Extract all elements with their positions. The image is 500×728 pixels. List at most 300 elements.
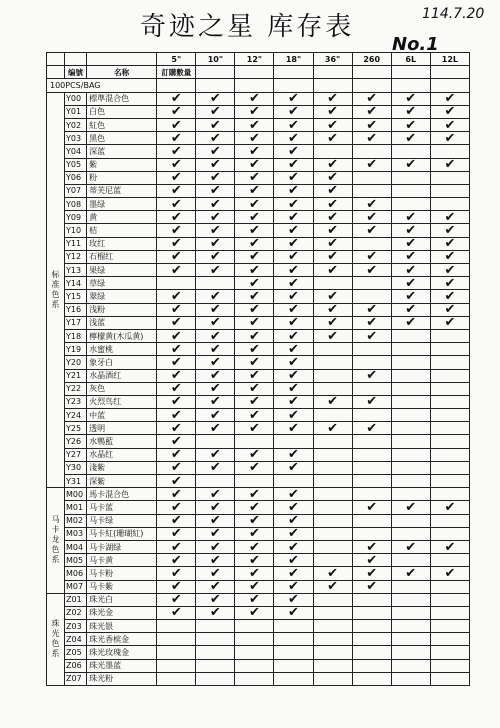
check-mark: ✔ [196, 105, 235, 118]
empty-cell [430, 593, 469, 606]
check-mark: ✔ [274, 171, 313, 184]
blank-cell [352, 79, 391, 92]
item-name: 马卡粉 [87, 567, 157, 580]
inventory-table [46, 52, 470, 686]
check-mark: ✔ [235, 224, 274, 237]
table-row [47, 198, 470, 211]
check-mark: ✔ [157, 448, 196, 461]
check-mark: ✔ [235, 198, 274, 211]
check-mark: ✔ [313, 237, 352, 250]
empty-cell [313, 435, 352, 448]
check-mark: ✔ [157, 514, 196, 527]
empty-cell [157, 620, 196, 633]
empty-cell [274, 435, 313, 448]
check-mark: ✔ [391, 290, 430, 303]
table-row [47, 422, 470, 435]
check-mark: ✔ [196, 409, 235, 422]
empty-cell [352, 461, 391, 474]
check-mark: ✔ [313, 329, 352, 342]
item-name: 珠光墨蓝 [87, 659, 157, 672]
item-code: Y19 [65, 343, 87, 356]
check-mark: ✔ [313, 132, 352, 145]
check-mark: ✔ [196, 171, 235, 184]
blank-cell [391, 66, 430, 79]
check-mark: ✔ [196, 145, 235, 158]
inventory-body [47, 92, 470, 685]
check-mark: ✔ [157, 105, 196, 118]
check-mark: ✔ [157, 501, 196, 514]
empty-cell [391, 514, 430, 527]
item-name: 標準混合色 [87, 92, 157, 105]
check-mark: ✔ [196, 501, 235, 514]
empty-cell [313, 461, 352, 474]
item-name: 石榴红 [87, 250, 157, 263]
size-header-row [47, 53, 470, 66]
check-mark: ✔ [352, 158, 391, 171]
check-mark: ✔ [430, 118, 469, 131]
table-row [47, 277, 470, 290]
check-mark: ✔ [274, 448, 313, 461]
item-name: 马卡绿 [87, 514, 157, 527]
item-code: Y12 [65, 250, 87, 263]
empty-cell [352, 356, 391, 369]
check-mark: ✔ [313, 567, 352, 580]
empty-cell [391, 395, 430, 408]
table-row [47, 290, 470, 303]
empty-cell [313, 277, 352, 290]
table-row [47, 593, 470, 606]
check-mark: ✔ [157, 580, 196, 593]
check-mark: ✔ [391, 211, 430, 224]
empty-cell [352, 448, 391, 461]
item-name: 透明 [87, 422, 157, 435]
item-name: 马卡紅(珊瑚紅) [87, 527, 157, 540]
empty-cell [235, 633, 274, 646]
check-mark: ✔ [157, 475, 196, 488]
check-mark: ✔ [274, 145, 313, 158]
item-name: 马卡黄 [87, 554, 157, 567]
check-mark: ✔ [430, 92, 469, 105]
item-name: 浅粉 [87, 303, 157, 316]
item-name: 水晶酒红 [87, 369, 157, 382]
item-name: 珠光玫瑰金 [87, 646, 157, 659]
check-mark: ✔ [235, 461, 274, 474]
table-row [47, 501, 470, 514]
item-code: Y09 [65, 211, 87, 224]
table-row [47, 145, 470, 158]
empty-cell [313, 409, 352, 422]
blank-cell [274, 66, 313, 79]
check-mark: ✔ [196, 382, 235, 395]
empty-cell [313, 672, 352, 685]
empty-cell [391, 672, 430, 685]
check-mark: ✔ [157, 606, 196, 619]
table-row [47, 606, 470, 619]
check-mark: ✔ [274, 501, 313, 514]
check-mark: ✔ [235, 171, 274, 184]
check-mark: ✔ [313, 316, 352, 329]
check-mark: ✔ [274, 527, 313, 540]
empty-cell [352, 672, 391, 685]
table-row [47, 475, 470, 488]
check-mark: ✔ [235, 145, 274, 158]
table-row [47, 158, 470, 171]
item-code: M06 [65, 567, 87, 580]
empty-cell [391, 606, 430, 619]
empty-cell [313, 501, 352, 514]
empty-cell [196, 277, 235, 290]
empty-cell [235, 672, 274, 685]
item-code: Y16 [65, 303, 87, 316]
empty-cell [430, 475, 469, 488]
check-mark: ✔ [430, 105, 469, 118]
check-mark: ✔ [391, 92, 430, 105]
check-mark: ✔ [196, 488, 235, 501]
color-group-label: 珠光色系 [47, 593, 65, 685]
empty-cell [313, 356, 352, 369]
item-code: Y10 [65, 224, 87, 237]
check-mark: ✔ [430, 264, 469, 277]
check-mark: ✔ [274, 382, 313, 395]
item-name: 黑色 [87, 132, 157, 145]
item-code: M03 [65, 527, 87, 540]
check-mark: ✔ [196, 250, 235, 263]
empty-cell [430, 329, 469, 342]
item-code: Z06 [65, 659, 87, 672]
table-row [47, 659, 470, 672]
name-header: 名称 [87, 66, 157, 79]
table-row [47, 435, 470, 448]
check-mark: ✔ [430, 501, 469, 514]
check-mark: ✔ [430, 567, 469, 580]
empty-cell [391, 184, 430, 197]
table-row [47, 105, 470, 118]
empty-cell [430, 461, 469, 474]
empty-cell [235, 646, 274, 659]
check-mark: ✔ [391, 264, 430, 277]
item-code: M07 [65, 580, 87, 593]
item-code: Y00 [65, 92, 87, 105]
check-mark: ✔ [235, 329, 274, 342]
table-row [47, 488, 470, 501]
empty-cell [430, 198, 469, 211]
size-header-5: 5" [157, 53, 196, 66]
empty-cell [313, 343, 352, 356]
table-row [47, 540, 470, 553]
empty-cell [430, 395, 469, 408]
check-mark: ✔ [196, 198, 235, 211]
item-name: 水晶红 [87, 448, 157, 461]
item-code: Y27 [65, 448, 87, 461]
color-group-label: 马卡龙色系 [47, 488, 65, 594]
check-mark: ✔ [196, 264, 235, 277]
empty-cell [430, 369, 469, 382]
empty-cell [391, 659, 430, 672]
table-row [47, 171, 470, 184]
check-mark: ✔ [235, 369, 274, 382]
check-mark: ✔ [274, 250, 313, 263]
check-mark: ✔ [157, 395, 196, 408]
empty-cell [196, 646, 235, 659]
blank-cell [391, 79, 430, 92]
check-mark: ✔ [274, 461, 313, 474]
check-mark: ✔ [274, 198, 313, 211]
table-row [47, 329, 470, 342]
empty-cell [157, 633, 196, 646]
check-mark: ✔ [352, 224, 391, 237]
empty-cell [313, 593, 352, 606]
blank-cell [196, 66, 235, 79]
check-mark: ✔ [391, 237, 430, 250]
blank-cell [87, 53, 157, 66]
check-mark: ✔ [313, 184, 352, 197]
check-mark: ✔ [352, 369, 391, 382]
size-header-18: 18" [274, 53, 313, 66]
check-mark: ✔ [235, 382, 274, 395]
empty-cell [313, 488, 352, 501]
check-mark: ✔ [274, 369, 313, 382]
order-qty-header: 訂購數量 [157, 66, 196, 79]
check-mark: ✔ [235, 395, 274, 408]
empty-cell [430, 646, 469, 659]
check-mark: ✔ [157, 237, 196, 250]
empty-cell [352, 145, 391, 158]
check-mark: ✔ [157, 554, 196, 567]
empty-cell [430, 488, 469, 501]
check-mark: ✔ [157, 290, 196, 303]
blank-cell [313, 66, 352, 79]
empty-cell [313, 646, 352, 659]
check-mark: ✔ [391, 277, 430, 290]
empty-cell [352, 382, 391, 395]
check-mark: ✔ [430, 224, 469, 237]
item-name: 紅色 [87, 118, 157, 131]
check-mark: ✔ [274, 237, 313, 250]
table-row [47, 369, 470, 382]
check-mark: ✔ [313, 118, 352, 131]
blank-cell [235, 79, 274, 92]
check-mark: ✔ [274, 593, 313, 606]
item-code: Y08 [65, 198, 87, 211]
check-mark: ✔ [274, 580, 313, 593]
check-mark: ✔ [157, 158, 196, 171]
empty-cell [430, 184, 469, 197]
table-row [47, 132, 470, 145]
check-mark: ✔ [274, 567, 313, 580]
empty-cell [391, 198, 430, 211]
blank-cell [65, 53, 87, 66]
size-header-10: 10" [196, 53, 235, 66]
check-mark: ✔ [235, 580, 274, 593]
check-mark: ✔ [352, 316, 391, 329]
check-mark: ✔ [274, 343, 313, 356]
check-mark: ✔ [235, 237, 274, 250]
pack-label: 100PCS/BAG [47, 79, 157, 92]
check-mark: ✔ [430, 303, 469, 316]
table-row [47, 567, 470, 580]
check-mark: ✔ [196, 461, 235, 474]
check-mark: ✔ [235, 250, 274, 263]
check-mark: ✔ [313, 158, 352, 171]
check-mark: ✔ [313, 211, 352, 224]
check-mark: ✔ [313, 290, 352, 303]
column-header-row [47, 66, 470, 79]
check-mark: ✔ [391, 158, 430, 171]
table-row [47, 633, 470, 646]
check-mark: ✔ [196, 540, 235, 553]
table-row [47, 382, 470, 395]
empty-cell [313, 527, 352, 540]
check-mark: ✔ [274, 329, 313, 342]
empty-cell [352, 435, 391, 448]
table-row [47, 264, 470, 277]
table-row [47, 118, 470, 131]
color-group-label: 标准色系 [47, 92, 65, 488]
item-code: M02 [65, 514, 87, 527]
empty-cell [430, 672, 469, 685]
empty-cell [391, 171, 430, 184]
item-code: Z07 [65, 672, 87, 685]
item-name: 珠光金 [87, 606, 157, 619]
blank-cell [313, 79, 352, 92]
empty-cell [313, 448, 352, 461]
check-mark: ✔ [274, 303, 313, 316]
empty-cell [430, 580, 469, 593]
check-mark: ✔ [352, 540, 391, 553]
item-name: 檸檬黄(木瓜黄) [87, 329, 157, 342]
check-mark: ✔ [352, 198, 391, 211]
table-row [47, 92, 470, 105]
item-name: 蒂芙尼蓝 [87, 184, 157, 197]
empty-cell [313, 382, 352, 395]
check-mark: ✔ [235, 567, 274, 580]
check-mark: ✔ [157, 540, 196, 553]
check-mark: ✔ [391, 540, 430, 553]
empty-cell [196, 633, 235, 646]
item-code: Y18 [65, 329, 87, 342]
check-mark: ✔ [157, 316, 196, 329]
check-mark: ✔ [235, 501, 274, 514]
check-mark: ✔ [196, 369, 235, 382]
check-mark: ✔ [196, 329, 235, 342]
check-mark: ✔ [352, 329, 391, 342]
check-mark: ✔ [157, 567, 196, 580]
check-mark: ✔ [391, 567, 430, 580]
item-name: 浅蓝 [87, 316, 157, 329]
table-row [47, 237, 470, 250]
item-code: Y02 [65, 118, 87, 131]
handwritten-date: 114.7.20 [422, 6, 485, 22]
check-mark: ✔ [352, 92, 391, 105]
table-row [47, 461, 470, 474]
check-mark: ✔ [235, 316, 274, 329]
check-mark: ✔ [274, 211, 313, 224]
empty-cell [430, 409, 469, 422]
table-row [47, 514, 470, 527]
check-mark: ✔ [235, 92, 274, 105]
item-code: Y01 [65, 105, 87, 118]
item-name: 深紫 [87, 475, 157, 488]
blank-cell [352, 66, 391, 79]
check-mark: ✔ [235, 527, 274, 540]
empty-cell [196, 659, 235, 672]
check-mark: ✔ [196, 356, 235, 369]
check-mark: ✔ [235, 488, 274, 501]
item-code: Y31 [65, 475, 87, 488]
code-header: 编號 [65, 66, 87, 79]
item-code: Z01 [65, 593, 87, 606]
check-mark: ✔ [430, 277, 469, 290]
check-mark: ✔ [352, 118, 391, 131]
empty-cell [352, 475, 391, 488]
check-mark: ✔ [196, 211, 235, 224]
check-mark: ✔ [157, 422, 196, 435]
check-mark: ✔ [235, 540, 274, 553]
table-row [47, 303, 470, 316]
item-name: 马卡紫 [87, 580, 157, 593]
check-mark: ✔ [196, 92, 235, 105]
empty-cell [352, 514, 391, 527]
check-mark: ✔ [235, 118, 274, 131]
table-row [47, 343, 470, 356]
check-mark: ✔ [274, 488, 313, 501]
check-mark: ✔ [274, 409, 313, 422]
empty-cell [274, 672, 313, 685]
empty-cell [196, 672, 235, 685]
check-mark: ✔ [430, 158, 469, 171]
item-code: Y21 [65, 369, 87, 382]
empty-cell [391, 329, 430, 342]
empty-cell [391, 620, 430, 633]
check-mark: ✔ [157, 198, 196, 211]
empty-cell [430, 527, 469, 540]
empty-cell [313, 369, 352, 382]
empty-cell [391, 382, 430, 395]
item-name: 白色 [87, 105, 157, 118]
check-mark: ✔ [235, 356, 274, 369]
check-mark: ✔ [157, 527, 196, 540]
item-name: 象牙白 [87, 356, 157, 369]
item-name: 珠光银 [87, 620, 157, 633]
check-mark: ✔ [235, 422, 274, 435]
check-mark: ✔ [235, 593, 274, 606]
empty-cell [430, 620, 469, 633]
empty-cell [196, 475, 235, 488]
item-code: Y05 [65, 158, 87, 171]
check-mark: ✔ [157, 382, 196, 395]
blank-cell [47, 53, 65, 66]
check-mark: ✔ [313, 395, 352, 408]
check-mark: ✔ [196, 132, 235, 145]
item-name: 水鴨藍 [87, 435, 157, 448]
check-mark: ✔ [235, 132, 274, 145]
item-code: Y11 [65, 237, 87, 250]
check-mark: ✔ [352, 395, 391, 408]
size-header-12: 12" [235, 53, 274, 66]
check-mark: ✔ [352, 554, 391, 567]
item-name: 灰色 [87, 382, 157, 395]
check-mark: ✔ [313, 303, 352, 316]
item-name: 淺紫 [87, 461, 157, 474]
check-mark: ✔ [274, 290, 313, 303]
empty-cell [352, 659, 391, 672]
check-mark: ✔ [196, 316, 235, 329]
empty-cell [391, 369, 430, 382]
check-mark: ✔ [352, 105, 391, 118]
check-mark: ✔ [391, 250, 430, 263]
item-code: Y26 [65, 435, 87, 448]
empty-cell [313, 554, 352, 567]
